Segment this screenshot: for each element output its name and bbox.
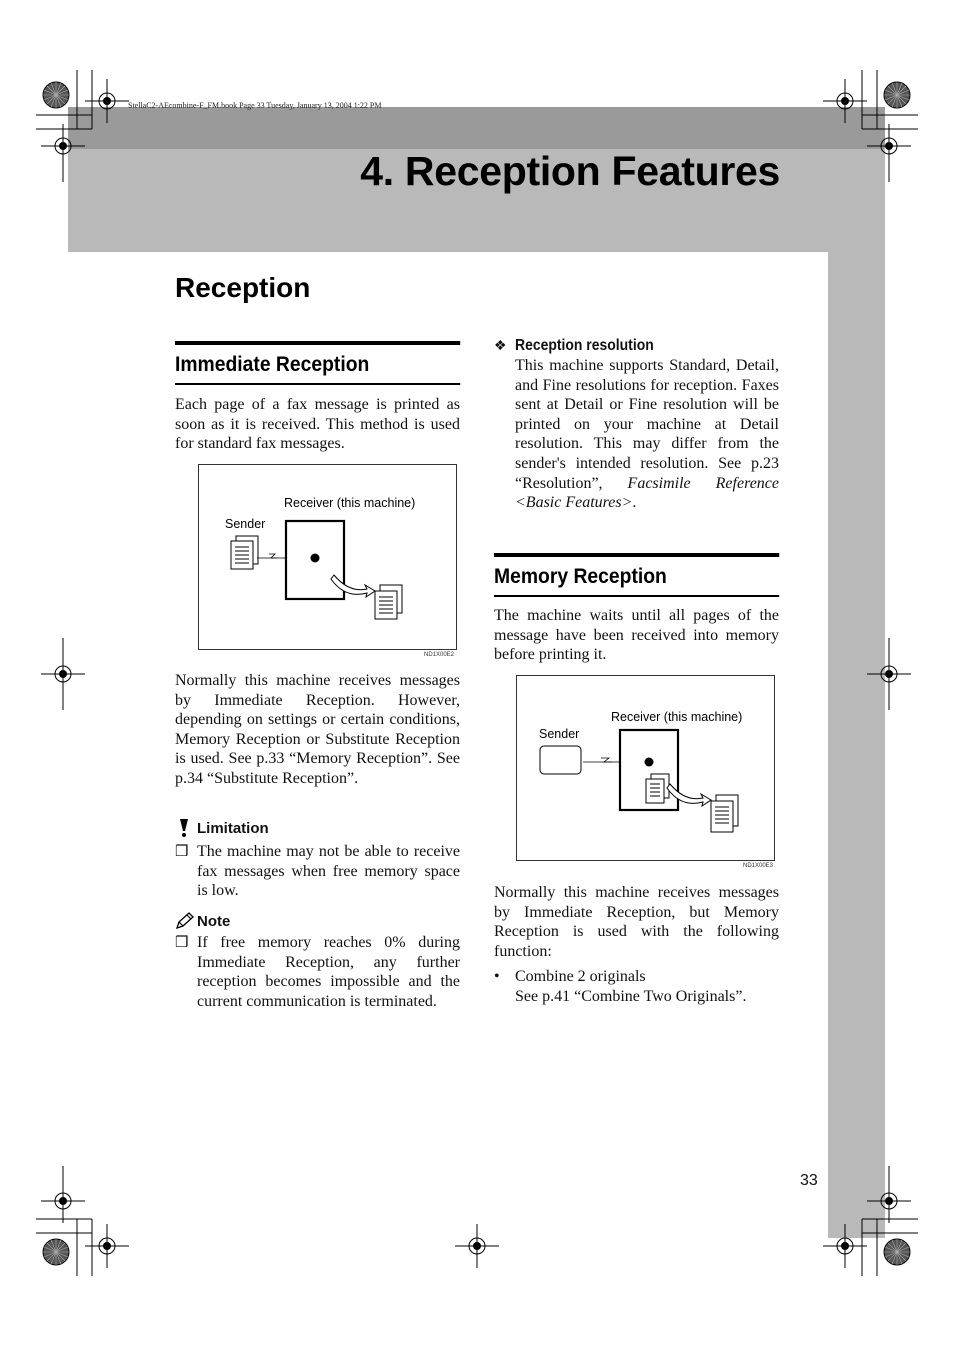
combine-bullet-ref: See p.41 “Combine Two Originals”. [515, 987, 747, 1005]
limitation-item: ❒ The machine may not be able to receive fax messages when free memory space is low. [175, 843, 460, 900]
combine-bullet-title: Combine 2 originals [515, 968, 646, 985]
diamond-bullet-icon: ❖ [494, 338, 507, 354]
note-item: ❒ If free memory reaches 0% during Immediate Reception, any further reception becomes impossible and the current communication is terminated. [175, 934, 460, 1010]
note-heading: Note [197, 912, 231, 930]
reception-resolution-body: This machine supports Standard, Detail, and Fine resolutions for reception. Faxes sent at Detail or Fine resolution will be printed on your machine at Detail resolution. This may differ from the sender's intended resolution. See p.23 “Resolution”, Facsimile Reference <Basic Features>. [515, 357, 779, 512]
reference-title: Facsimile Reference <Basic Features> [515, 474, 779, 512]
limitation-heading: Limitation [197, 819, 269, 837]
memory-reception-intro: The machine waits until all pages of the message have been received into memory before printing it. [494, 607, 779, 664]
sender-label: Sender [225, 517, 266, 531]
page-number: 33 [800, 1172, 818, 1189]
chapter-title: 4. Reception Features [360, 148, 780, 194]
immediate-reception-heading: Immediate Reception [175, 341, 460, 385]
checkbox-icon: ❒ [175, 844, 189, 860]
receiver-label: Receiver (this machine) [611, 710, 743, 724]
figure-code: ND1X00E2 [424, 652, 455, 658]
memory-reception-heading: Memory Reception [494, 553, 779, 597]
memory-reception-body: Normally this machine receives messages by Immediate Reception, but Memory Reception is used with the following function: [494, 884, 779, 960]
book-info-line: StellaC2-AEcombine-F_FM.book Page 33 Tuesday, January 13, 2004 1:22 PM [128, 101, 382, 110]
sender-label: Sender [539, 727, 580, 741]
receiver-label: Receiver (this machine) [284, 496, 416, 510]
immediate-reception-body: Normally this machine receives messages by Immediate Reception. However, depending on settings or certain conditions, Memory Reception or Substitute Reception is used. See p.33 “Memory Reception”. See p.34 “Substitute Reception”. [175, 672, 460, 787]
figure-code: ND1X00E3 [743, 863, 774, 869]
checkbox-icon: ❒ [175, 935, 189, 951]
bullet-dot: • [494, 968, 500, 985]
immediate-reception-intro: Each page of a fax message is printed as soon as it is received. This method is used for standard fax messages. [175, 396, 460, 453]
reception-resolution-heading: Reception resolution [515, 337, 654, 354]
section-title: Reception [175, 272, 311, 303]
